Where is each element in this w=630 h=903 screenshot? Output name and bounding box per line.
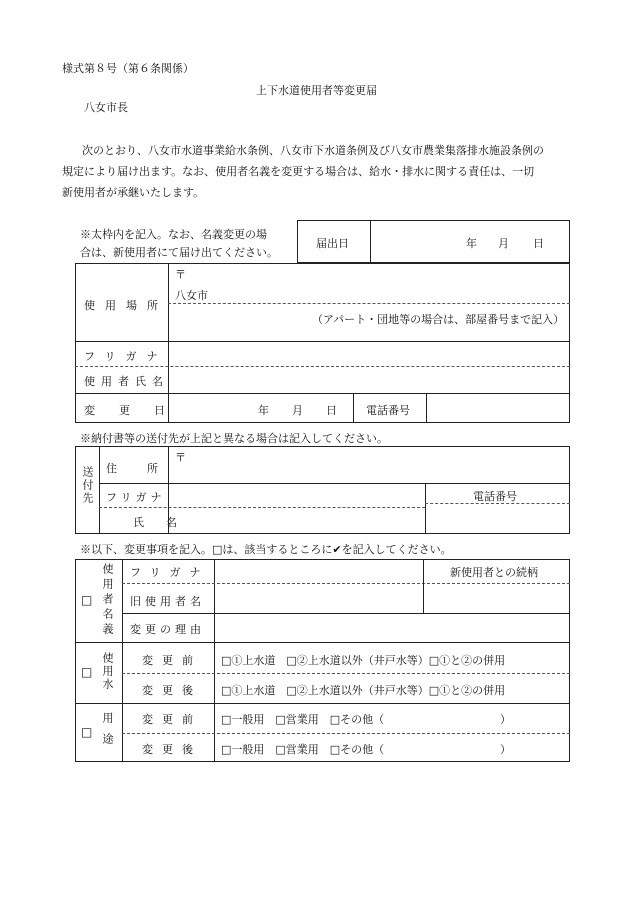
filing-year-label: 年 xyxy=(466,237,477,250)
location-postal-mark: 〒 xyxy=(175,268,186,281)
relation-input[interactable] xyxy=(425,585,568,611)
change-year-label: 年 xyxy=(258,404,269,417)
location-label: 使用場所 xyxy=(84,299,168,312)
filing-day-label: 日 xyxy=(533,237,544,250)
addressee: 八女市長 xyxy=(84,101,128,114)
delivery-postal-mark: 〒 xyxy=(175,451,186,464)
purpose-before-close: ） xyxy=(500,713,511,726)
delivery-furigana-input[interactable] xyxy=(170,485,424,506)
change-furigana-label: フリガナ xyxy=(130,566,210,579)
water-section-label: 使用水 xyxy=(101,652,114,691)
furigana-input[interactable] xyxy=(170,343,568,365)
water-before-options[interactable]: □①上水道 □②上水道以外（井戸水等）□①と②の併用 xyxy=(221,654,506,667)
furigana-label: フリガナ xyxy=(84,350,168,363)
water-before-label: 変更前 xyxy=(142,654,202,667)
purpose-after-label: 変更後 xyxy=(142,743,202,756)
notice-line-2: 合は、新使用者にて届け出てください。 xyxy=(80,246,278,259)
purpose-after-options[interactable]: □一般用 □営業用 □その他（ xyxy=(221,743,385,756)
water-after-label: 変更後 xyxy=(142,684,202,697)
phone-label: 電話番号 xyxy=(366,404,410,417)
delivery-name-label-text: 氏名 xyxy=(133,516,199,529)
delivery-side-label: 送付先 xyxy=(81,466,94,505)
delivery-phone-label: 電話番号 xyxy=(473,490,517,503)
reason-input[interactable] xyxy=(216,615,568,641)
name-section-checkbox[interactable]: □ xyxy=(81,593,93,607)
purpose-section-label: 用途 xyxy=(101,712,114,754)
name-section-label: 使用者名義 xyxy=(101,563,114,638)
filing-date-label: 届出日 xyxy=(316,237,349,250)
delivery-address-label-text: 住所 xyxy=(106,462,188,475)
delivery-name-input[interactable] xyxy=(170,509,424,532)
phone-input[interactable] xyxy=(428,395,568,421)
delivery-note: ※納付書等の送付先が上記と異なる場合は記入してください。 xyxy=(80,432,388,445)
water-section-checkbox[interactable]: □ xyxy=(81,665,93,679)
user-name-label: 使用者氏名 xyxy=(84,375,169,388)
delivery-address-input[interactable] xyxy=(170,448,568,482)
intro-line-3: 新使用者が承継いたします。 xyxy=(62,186,205,199)
change-date-input[interactable] xyxy=(170,395,352,421)
purpose-section-checkbox[interactable]: □ xyxy=(81,725,93,739)
intro-line-2: 規定により届け出ます。なお、使用者名義を変更する場合は、給水・排水に関する責任は、一切 xyxy=(62,165,535,178)
change-day-label: 日 xyxy=(326,404,337,417)
notice-line-1: ※太枠内を記入。なお、名義変更の場 xyxy=(80,228,267,241)
delivery-phone-input[interactable] xyxy=(427,505,568,532)
user-name-input[interactable] xyxy=(170,368,568,392)
change-month-label: 月 xyxy=(292,404,303,417)
change-furigana-input[interactable] xyxy=(216,561,421,582)
form-title: 上下水道使用者等変更届 xyxy=(256,84,377,97)
old-user-input[interactable] xyxy=(216,585,421,611)
change-date-label-text: 変更日 xyxy=(84,404,189,417)
location-input[interactable] xyxy=(210,284,560,302)
purpose-before-label: 変更前 xyxy=(142,713,202,726)
intro-line-1: 次のとおり、八女市水道事業給水条例、八女市下水道条例及び八女市農業集落排水施設条例の xyxy=(82,144,544,157)
purpose-after-close: ） xyxy=(500,743,511,756)
relation-label: 新使用者との続柄 xyxy=(450,566,538,579)
purpose-before-options[interactable]: □一般用 □営業用 □その他（ xyxy=(221,713,385,726)
old-user-label: 旧使用者名 xyxy=(130,595,205,608)
location-city: 八女市 xyxy=(175,289,208,302)
change-note: ※以下、変更事項を記入。□は、該当するところに✔を記入してください。 xyxy=(80,543,452,556)
water-after-options[interactable]: □①上水道 □②上水道以外（井戸水等）□①と②の併用 xyxy=(221,684,506,697)
apartment-note: （アパート・団地等の場合は、部屋番号まで記入） xyxy=(312,313,565,326)
filing-month-label: 月 xyxy=(498,237,509,250)
form-number: 様式第８号（第６条関係） xyxy=(62,62,194,75)
delivery-furigana-label: フリガナ xyxy=(106,491,166,504)
reason-label: 変更の理由 xyxy=(130,623,205,636)
